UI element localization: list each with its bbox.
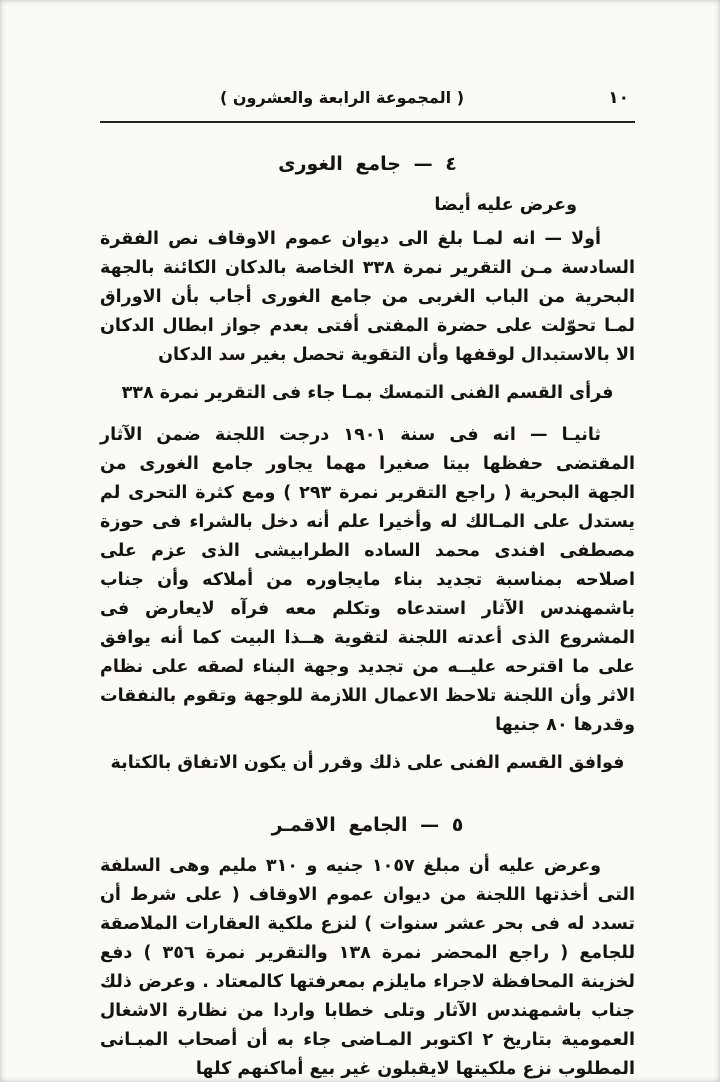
- header-rule: [100, 121, 635, 123]
- collection-title: ( المجموعة الرابعة والعشرون ): [220, 88, 465, 107]
- paragraph-aqmar: وعرض عليه أن مبلغ ١٠٥٧ جنيه و ٣١٠ مليم وهى السلفة التى أخذتها اللجنة من ديوان عموم الاوقاف ( على شرط أن تسدد له فى بحر عشر سنوات ) لنزع ملكية العقارات الملاصقة للجامع ( راجع المحضر نمرة ١٣٨ والتقرير نمرة ٣٥٦ ) دفع لخزينة المحافظة لاجراء مايلزم بمعرفتها كالمعتاد . وعرض ذلك جناب باشمهندس الآثار وتلى خطابا واردا من نظارة الاشغال العمومية بتاريخ ٢ اكتوبر المـاضى جاء به أن أصحاب المبـانى المطلوب نزع ملكيتها لايقبلون غير بيع أماكنهم كلها: [100, 856, 636, 1079]
- page-header: [100, 88, 635, 112]
- page-number: ١٠: [608, 88, 629, 108]
- section-heading-aqmar-mosque: ٥ — الجامع الاقمـر: [271, 814, 464, 836]
- page-content: [100, 153, 635, 1082]
- paragraph-first-item: أولا — انه لمـا بلغ الى ديوان عموم الاوقاف نص الفقرة السادسة مـن التقرير نمرة ٣٣٨ الخاصة بالدكان الكائنة بالجهة البحرية من الباب الغربى من جامع الغورى أجاب بأن الاوراق لمـا تحوّلت على حضرة المفتى أفتى بعدم جواز ابطال الدكان الا بالاستبدال لوقفها وأن التقوية تحصل بغير سد الدكان: [100, 229, 635, 365]
- resolution-second: فوافق القسم الفنى على ذلك وقرر أن يكون الاتفاق بالكتابة: [110, 753, 625, 773]
- section-heading-ghuri-mosque: ٤ — جامع الغورى: [278, 153, 457, 175]
- paragraph-second-item: ثانيـا — انه فى سنة ١٩٠١ درجت اللجنة ضمن الآثار المقتضى حفظها بيتا صغيرا مهما يجاور جامع الغورى من الجهة البحرية ( راجع التقرير نمرة ٢٩٣ ) ومع كثرة التحرى لم يستدل على المـالك له وأخيرا علم أنه دخل بالشراء فى حوزة مصطفى افندى محمد الساده الطرابيشى الذى عزم على اصلاحه بمناسبة تجديد بناء مايجاوره من أملاكه وأن جناب باشمهندس الآثار استدعاه وتكلم معه فرآه لايعارض فى المشروع الذى أعدته اللجنة لتقوية هــذا البيت كما أنه يوافق على ما اقترحه عليــه من تجديد وجهة البناء لصقه على نظام الاثر وأن اللجنة تلاحظ الاعمال اللازمة للوجهة وتقوم بالنفقات وقدرها ٨٠ جنيها: [100, 425, 635, 735]
- intro-line: وعرض عليه أيضا: [434, 195, 577, 215]
- resolution-first: فرأى القسم الفنى التمسك بمـا جاء فى التقرير نمرة ٣٣٨: [121, 383, 614, 403]
